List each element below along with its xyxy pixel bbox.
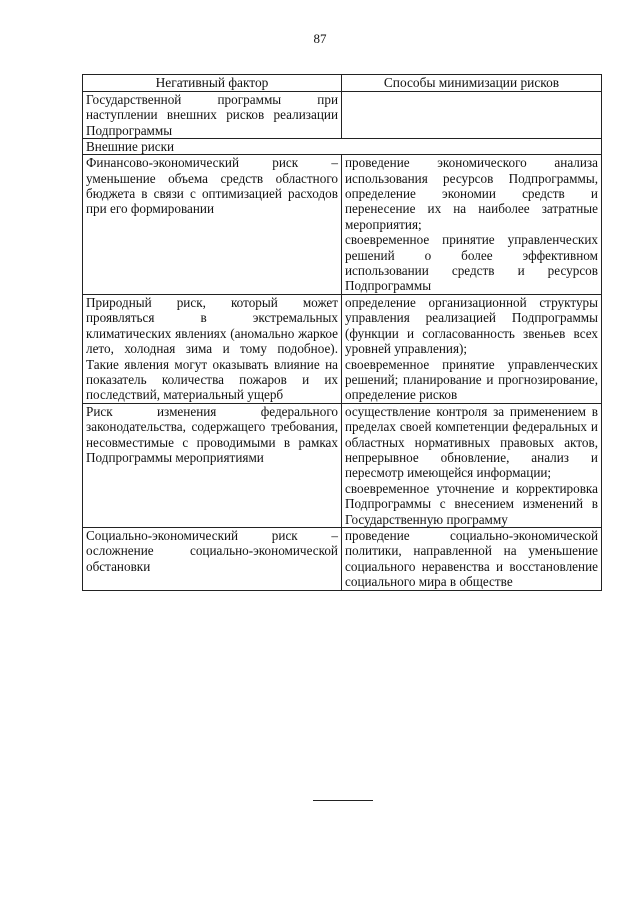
method-item: проведение экономического анализа использования ресурсов Подпрограммы, определение экономии средств и перенесение их на наиболее затратные мероприятия;	[345, 155, 598, 232]
table-row	[83, 92, 602, 139]
header-negative-factor: Негативный фактор	[83, 75, 342, 92]
header-risk-minimization: Способы минимизации рисков	[342, 75, 602, 92]
method-item: своевременное уточнение и корректировка Подпрограммы с внесением изменений в Государственную программу	[345, 480, 598, 527]
method-item: своевременное принятие управленческих решений о более эффективном использовании средств и ресурсов Подпрограммы	[345, 232, 598, 294]
section-title: Внешние риски	[83, 139, 602, 155]
table-row	[83, 155, 602, 295]
factor-cell: Социально-экономический риск – осложнение социально-экономической обстановки	[83, 527, 342, 590]
page-number: 87	[313, 31, 327, 46]
factor-cell: Риск изменения федерального законодательства, содержащего требования, несовместимые с проводимыми в рамках Подпрограммы мероприятиями	[83, 403, 342, 527]
table-row	[83, 403, 602, 527]
methods-cell	[342, 155, 602, 295]
method-item: определение организационной структуры управления реализацией Подпрограммы (функции и согласованность звеньев всех уровней управления);	[345, 294, 598, 357]
methods-cell	[342, 403, 602, 527]
factor-cell: Финансово-экономический риск – уменьшение объема средств областного бюджета в связи с оптимизацией расходов при его формировании	[83, 155, 342, 295]
table-header-row	[83, 75, 602, 92]
method-item: проведение социально-экономической политики, направленной на уменьшение социального неравенства и восстановление социального мира в обществе	[345, 527, 598, 590]
table-row	[83, 527, 602, 590]
factor-cell: Природный риск, который может проявляться в экстремальных климатических явлениях (аномально жаркое лето, холодная зима и тому подобное). Такие явления могут оказывать влияние на показатель количества пожаров и их последствий, материальный ущерб	[83, 294, 342, 403]
methods-cell	[342, 294, 602, 403]
end-of-table-rule	[313, 800, 373, 801]
method-item: своевременное принятие управленческих решений; планирование и прогнозирование, определение рисков	[345, 356, 598, 403]
methods-cell	[342, 527, 602, 590]
risk-minimization-table	[82, 74, 602, 591]
factor-cell: Государственной программы при наступлении внешних рисков реализации Подпрограммы	[83, 92, 342, 139]
methods-cell	[342, 92, 602, 139]
table-row	[83, 294, 602, 403]
method-item: осуществление контроля за применением в пределах своей компетенции федеральных и областных нормативных правовых актов, непрерывное обновление, анализ и пересмотр имеющейся информации;	[345, 403, 598, 481]
section-row	[83, 139, 602, 155]
